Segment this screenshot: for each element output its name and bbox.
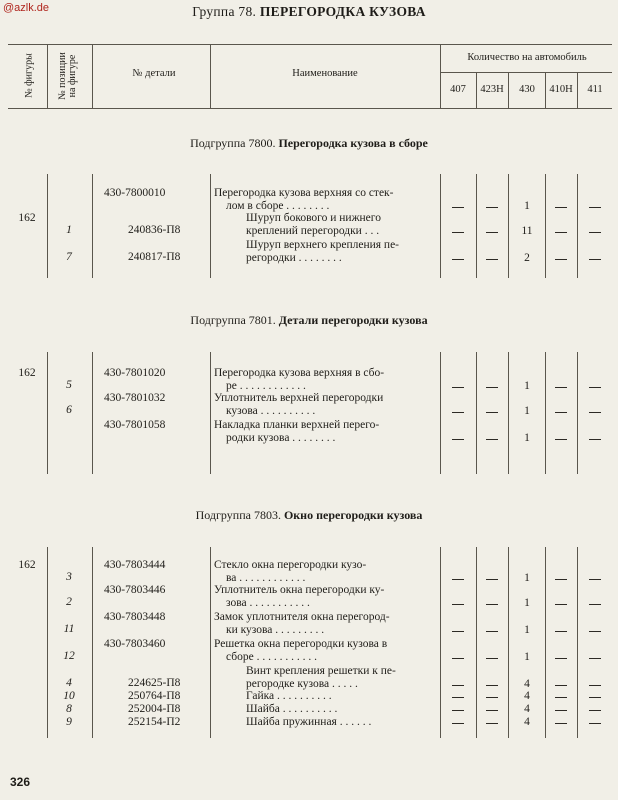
quantity-value: 1	[524, 597, 530, 609]
quantity-value	[486, 716, 498, 729]
column-rule	[92, 547, 93, 738]
part-number: 240817-П8	[128, 251, 181, 263]
part-number: 430-7800010	[104, 187, 166, 199]
quantity-value	[452, 200, 464, 213]
part-number: 430-7803448	[104, 611, 166, 623]
column-rule	[210, 547, 211, 738]
header-qty-divider	[577, 72, 578, 108]
quantity-value: 1	[524, 200, 530, 212]
column-rule	[545, 352, 546, 474]
page-title-prefix: Группа 78.	[192, 4, 257, 19]
part-name-line: креплений перегородки . . .	[246, 225, 380, 237]
quantity-value	[589, 597, 601, 610]
column-rule	[577, 547, 578, 738]
part-number: 240836-П8	[128, 224, 181, 236]
column-rule	[508, 352, 509, 474]
quantity-value	[555, 651, 567, 664]
quantity-value: 4	[524, 678, 530, 690]
quantity-value	[555, 432, 567, 445]
subgroup-name: Детали перегородки кузова	[278, 313, 428, 327]
column-rule	[440, 547, 441, 738]
quantity-value	[555, 624, 567, 637]
position-number: 2	[66, 596, 72, 608]
quantity-value	[589, 200, 601, 213]
quantity-value: 1	[524, 624, 530, 636]
quantity-value: 4	[524, 716, 530, 728]
column-rule	[92, 352, 93, 474]
quantity-value	[589, 225, 601, 238]
header-bottom-rule	[8, 108, 612, 109]
position-number: 8	[66, 703, 72, 715]
watermark: @azlk.de	[3, 2, 50, 14]
part-name-line: Замок уплотнителя окна перегород-	[214, 611, 390, 623]
position-number: 7	[66, 251, 72, 263]
part-name-line: Винт крепления решетки к пе-	[246, 665, 396, 677]
column-rule	[508, 174, 509, 278]
part-name-line: ва . . . . . . . . . . . .	[226, 572, 306, 584]
quantity-value	[486, 405, 498, 418]
quantity-value	[589, 690, 601, 703]
header-model-0: 407	[450, 84, 466, 95]
quantity-value	[589, 380, 601, 393]
subgroup-title	[0, 136, 618, 151]
header-model-2: 430	[519, 84, 535, 95]
subgroup-number: Подгруппа 7800.	[190, 136, 276, 150]
quantity-value	[589, 405, 601, 418]
column-rule	[577, 174, 578, 278]
part-name-line: Перегородка кузова верхняя в сбо-	[214, 367, 385, 379]
page-title	[0, 4, 618, 20]
part-name-line: Перегородка кузова верхняя со стек-	[214, 187, 394, 199]
column-rule	[545, 547, 546, 738]
part-name-line: зова . . . . . . . . . . .	[226, 597, 310, 609]
page-title-main: ПЕРЕГОРОДКА КУЗОВА	[259, 4, 426, 19]
figure-number: 162	[18, 212, 36, 224]
position-number: 3	[66, 571, 72, 583]
part-name-line: регородки . . . . . . . .	[246, 252, 342, 264]
page-number: 326	[10, 775, 31, 789]
part-number: 252004-П8	[128, 703, 181, 715]
position-number: 6	[66, 404, 72, 416]
header-pos-no: № позиции на фигуре	[57, 52, 78, 100]
quantity-value	[555, 572, 567, 585]
quantity-value	[555, 597, 567, 610]
subgroup-number: Подгруппа 7801.	[190, 313, 276, 327]
quantity-value	[486, 624, 498, 637]
part-name-line: Накладка планки верхней перего-	[214, 419, 380, 431]
quantity-value: 11	[521, 225, 533, 237]
column-rule	[577, 352, 578, 474]
quantity-value	[486, 572, 498, 585]
header-col-divider	[47, 44, 48, 108]
header-qty-divider	[508, 72, 509, 108]
part-number: 430-7803460	[104, 638, 166, 650]
quantity-value	[452, 716, 464, 729]
quantity-value	[452, 432, 464, 445]
qty-header-rule	[440, 72, 612, 73]
part-name-line: сборе . . . . . . . . . . .	[226, 651, 317, 663]
column-rule	[92, 174, 93, 278]
header-col-divider	[440, 44, 441, 108]
quantity-value	[486, 432, 498, 445]
quantity-value	[452, 572, 464, 585]
header-col-divider	[92, 44, 93, 108]
quantity-value	[452, 380, 464, 393]
quantity-value	[452, 690, 464, 703]
subgroup-name: Окно перегородки кузова	[283, 508, 423, 522]
header-qty-divider	[545, 72, 546, 108]
part-name-line: Шайба пружинная . . . . . .	[246, 716, 372, 728]
quantity-value	[486, 690, 498, 703]
quantity-value	[589, 651, 601, 664]
quantity-value	[486, 380, 498, 393]
column-rule	[476, 352, 477, 474]
quantity-value	[589, 703, 601, 716]
header-name: Наименование	[292, 68, 358, 79]
quantity-value: 2	[524, 252, 530, 264]
subgroup-number: Подгруппа 7803.	[195, 508, 281, 522]
part-name-line: ки кузова . . . . . . . . .	[226, 624, 325, 636]
part-name-line: лом в сборе . . . . . . . .	[226, 200, 330, 212]
header-qty-divider	[476, 72, 477, 108]
quantity-value	[589, 572, 601, 585]
part-number: 430-7803446	[104, 584, 166, 596]
part-number: 250764-П8	[128, 690, 181, 702]
part-number: 430-7803444	[104, 559, 166, 571]
quantity-value	[555, 225, 567, 238]
quantity-value	[452, 597, 464, 610]
column-rule	[210, 352, 211, 474]
position-number: 1	[66, 224, 72, 236]
quantity-value	[486, 597, 498, 610]
quantity-value	[452, 405, 464, 418]
position-number: 5	[66, 379, 72, 391]
quantity-value	[555, 252, 567, 265]
quantity-value	[555, 200, 567, 213]
quantity-value	[452, 624, 464, 637]
quantity-value: 1	[524, 572, 530, 584]
quantity-value	[452, 252, 464, 265]
quantity-value	[486, 252, 498, 265]
column-rule	[440, 174, 441, 278]
header-model-4: 411	[587, 84, 603, 95]
quantity-value: 1	[524, 651, 530, 663]
part-number: 430-7801032	[104, 392, 166, 404]
part-name-line: родки кузова . . . . . . . .	[226, 432, 336, 444]
quantity-value	[555, 716, 567, 729]
part-number: 430-7801058	[104, 419, 166, 431]
figure-number: 162	[18, 367, 36, 379]
quantity-value: 1	[524, 432, 530, 444]
part-name-line: Гайка . . . . . . . . . .	[246, 690, 332, 702]
quantity-value	[589, 252, 601, 265]
part-name-line: Уплотнитель верхней перегородки	[214, 392, 384, 404]
header-top-rule	[8, 44, 612, 45]
header-part-no: № детали	[132, 68, 176, 79]
header-qty-title: Количество на автомобиль	[467, 52, 587, 63]
quantity-value	[555, 405, 567, 418]
quantity-value: 1	[524, 405, 530, 417]
quantity-value: 1	[524, 380, 530, 392]
quantity-value	[555, 703, 567, 716]
header-model-3: 410Н	[549, 84, 573, 95]
figure-number: 162	[18, 559, 36, 571]
column-rule	[440, 352, 441, 474]
quantity-value	[452, 651, 464, 664]
subgroup-title	[0, 313, 618, 328]
header-model-1: 423Н	[480, 84, 504, 95]
quantity-value	[486, 703, 498, 716]
header-col-divider	[210, 44, 211, 108]
quantity-value	[452, 225, 464, 238]
column-rule	[545, 174, 546, 278]
part-name-line: Уплотнитель окна перегородки ку-	[214, 584, 385, 596]
column-rule	[476, 547, 477, 738]
quantity-value	[589, 624, 601, 637]
position-number: 4	[66, 677, 72, 689]
quantity-value	[486, 200, 498, 213]
subgroup-title	[0, 508, 618, 523]
position-number: 9	[66, 716, 72, 728]
quantity-value	[452, 703, 464, 716]
column-rule	[476, 174, 477, 278]
header-fig-no: № фигуры	[23, 53, 35, 98]
position-number: 12	[63, 650, 75, 662]
part-name-line: ре . . . . . . . . . . . .	[226, 380, 306, 392]
quantity-value	[555, 690, 567, 703]
quantity-value	[486, 651, 498, 664]
part-name-line: Шайба . . . . . . . . . .	[246, 703, 338, 715]
part-name-line: Шуруп бокового и нижнего	[246, 212, 381, 224]
part-number: 430-7801020	[104, 367, 166, 379]
quantity-value	[589, 432, 601, 445]
quantity-value: 4	[524, 690, 530, 702]
column-rule	[210, 174, 211, 278]
part-name-line: Решетка окна перегородки кузова в	[214, 638, 388, 650]
quantity-value	[486, 225, 498, 238]
position-number: 10	[63, 690, 75, 702]
part-name-line: регородке кузова . . . . .	[246, 678, 358, 690]
column-rule	[508, 547, 509, 738]
subgroup-name: Перегородка кузова в сборе	[278, 136, 428, 150]
part-name-line: Стекло окна перегородки кузо-	[214, 559, 367, 571]
part-number: 252154-П2	[128, 716, 181, 728]
part-name-line: Шуруп верхнего крепления пе-	[246, 239, 400, 251]
quantity-value	[589, 716, 601, 729]
position-number: 11	[63, 623, 75, 635]
quantity-value	[555, 380, 567, 393]
quantity-value: 4	[524, 703, 530, 715]
part-number: 224625-П8	[128, 677, 181, 689]
part-name-line: кузова . . . . . . . . . .	[226, 405, 316, 417]
